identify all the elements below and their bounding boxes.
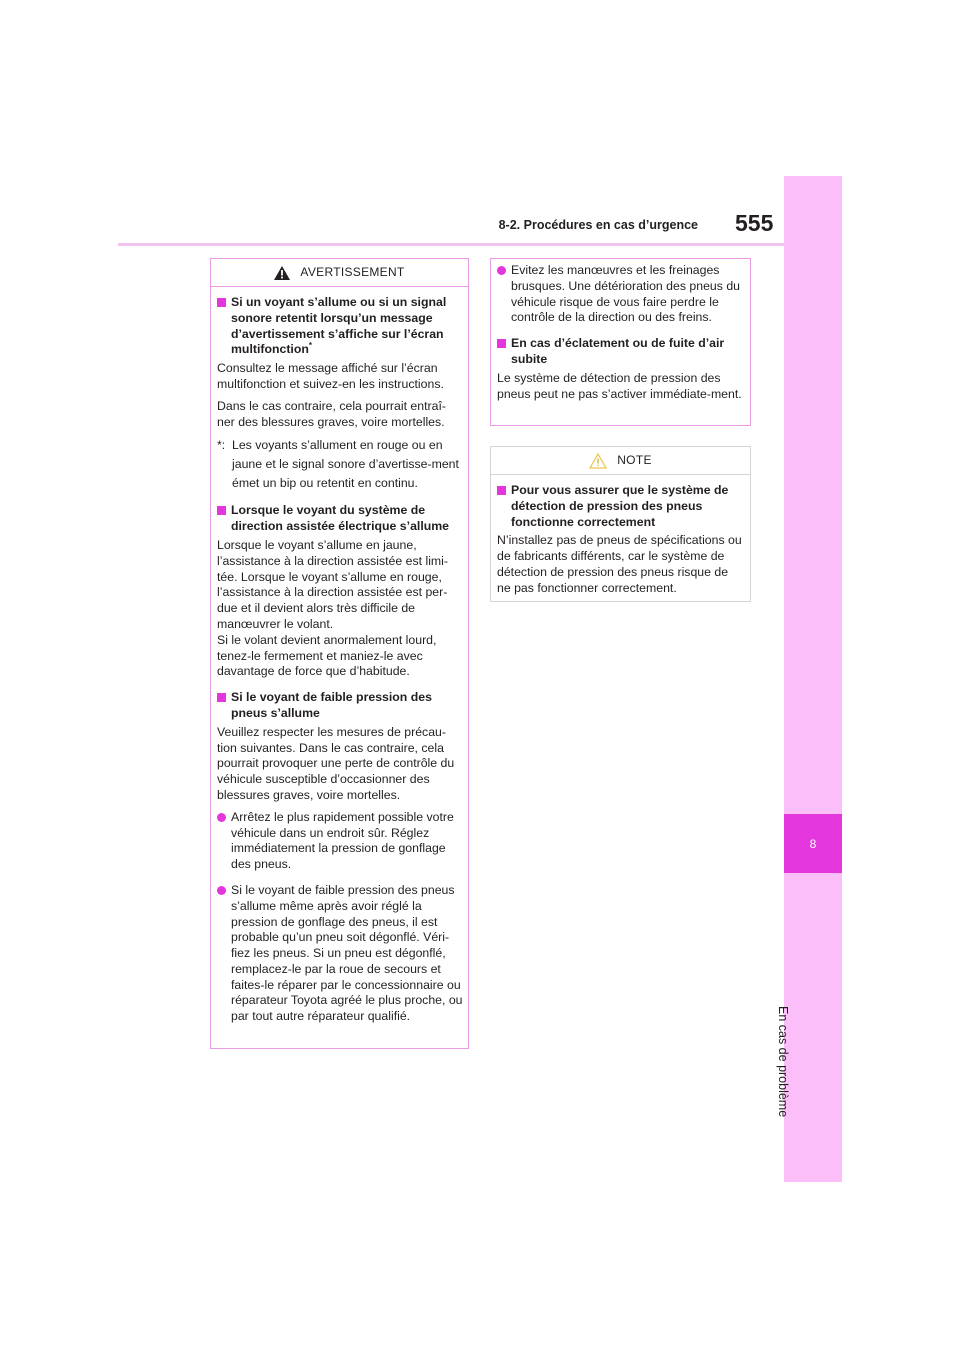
paragraph: Lorsque le voyant s’allume en jaune, l’assistance à la direction assistée est limi-tée. Lorsque le voyant s’allume en rouge, l’assistance à la direction assistée est per-due et il devient alors très difficile de manœuvrer le volant. — [217, 537, 448, 631]
paragraph: Si le volant devient anormalement lourd, tenez-le fermement et maniez-le avec davantage de force que d’habitude. — [217, 632, 437, 679]
note-panel — [490, 446, 751, 602]
note-panel-title: NOTE — [617, 452, 652, 467]
paragraph: Dans le cas contraire, cela pourrait entraî-ner des blessures graves, voire mortelles. — [217, 398, 446, 429]
note-heading: Pour vous assurer que le système de détection de pression des pneus fonctionne correctement — [497, 483, 745, 530]
footnote-text: Les voyants s’allument en rouge ou en jaune et le signal sonore d’avertisse-ment émet un bip ou retentit en continu. — [232, 438, 459, 491]
warning-heading-steering: Lorsque le voyant du système de direction assistée électrique s’allume — [217, 503, 463, 535]
round-bullet-icon — [497, 266, 506, 275]
paragraph: N’installez pas de pneus de spécifications ou de fabricants différents, car le système de détection de pression des pneus risque de ne pas fonctionner correctement. — [497, 533, 742, 595]
chapter-title: En cas de problème — [776, 1006, 790, 1118]
round-bullet-icon — [217, 886, 226, 895]
square-bullet-icon — [217, 693, 226, 702]
round-bullet-icon — [217, 813, 226, 822]
note-panel-header — [491, 447, 750, 475]
square-bullet-icon — [217, 506, 226, 515]
caution-triangle-outline-icon — [589, 453, 607, 469]
square-bullet-icon — [217, 298, 226, 307]
header-rule — [118, 243, 784, 246]
warning-panel-header — [211, 259, 468, 287]
warning-continued-body — [491, 259, 750, 414]
paragraph: Veuillez respecter les mesures de précau-tion suivantes. Dans le cas contraire, cela pourrait provoquer une perte de contrôle du véhicule susceptible d’occasionner des blessures graves, voire mortelles. — [217, 724, 455, 802]
warning-panel-title: AVERTISSEMENT — [300, 264, 405, 279]
paragraph: Le système de détection de pression des pneus peut ne pas s’activer immédiate-ment. — [497, 370, 742, 401]
note-panel-body — [491, 475, 750, 609]
section-title: 8-2. Procédures en cas d’urgence — [498, 218, 698, 232]
paragraph: Consultez le message affiché sur l’écran multifonction et suivez-en les instructions. — [217, 361, 444, 391]
warning-panel-body — [211, 287, 468, 1041]
list-item: Si le voyant de faible pression des pneus s’allume même après avoir réglé la pression de gonflage des pneus, il est probable qu’un pneu soit dégonflé. Véri-fiez les pneus. Si un pneu est dégonflé, remplacez-le par la roue de secours et faites-le réparer par le concessionnaire ou réparateur Toyota agréé le plus proche, ou par tout autre réparateur qualifié. — [217, 883, 463, 1025]
page-number: 555 — [735, 210, 774, 236]
square-bullet-icon — [497, 486, 506, 495]
warning-heading-blowout: En cas d’éclatement ou de fuite d’air subite — [497, 336, 745, 368]
list-item: Arrêtez le plus rapidement possible votre véhicule dans un endroit sûr. Réglez immédiatement la pression de gonflage des pneus. — [217, 810, 463, 873]
warning-heading-message: Si un voyant s’allume ou si un signal sonore retentit lorsqu’un message d’avertissement s’affiche sur l’écran multifonction* — [217, 295, 463, 358]
square-bullet-icon — [497, 339, 506, 348]
chapter-number-box — [784, 814, 842, 873]
warning-heading-tire-pressure: Si le voyant de faible pression des pneus s’allume — [217, 690, 463, 722]
footnote — [217, 436, 463, 493]
warning-panel — [210, 258, 469, 1049]
warning-triangle-icon — [274, 266, 290, 280]
list-item: Evitez les manœuvres et les freinages brusques. Une détérioration des pneus du véhicule risque de vous faire perdre le contrôle de la direction ou des freins. — [497, 263, 745, 326]
chapter-side-tab — [784, 176, 842, 1182]
footnote-mark: *: — [217, 438, 226, 453]
chapter-number: 8 — [809, 836, 817, 851]
warning-panel-continued — [490, 258, 751, 426]
